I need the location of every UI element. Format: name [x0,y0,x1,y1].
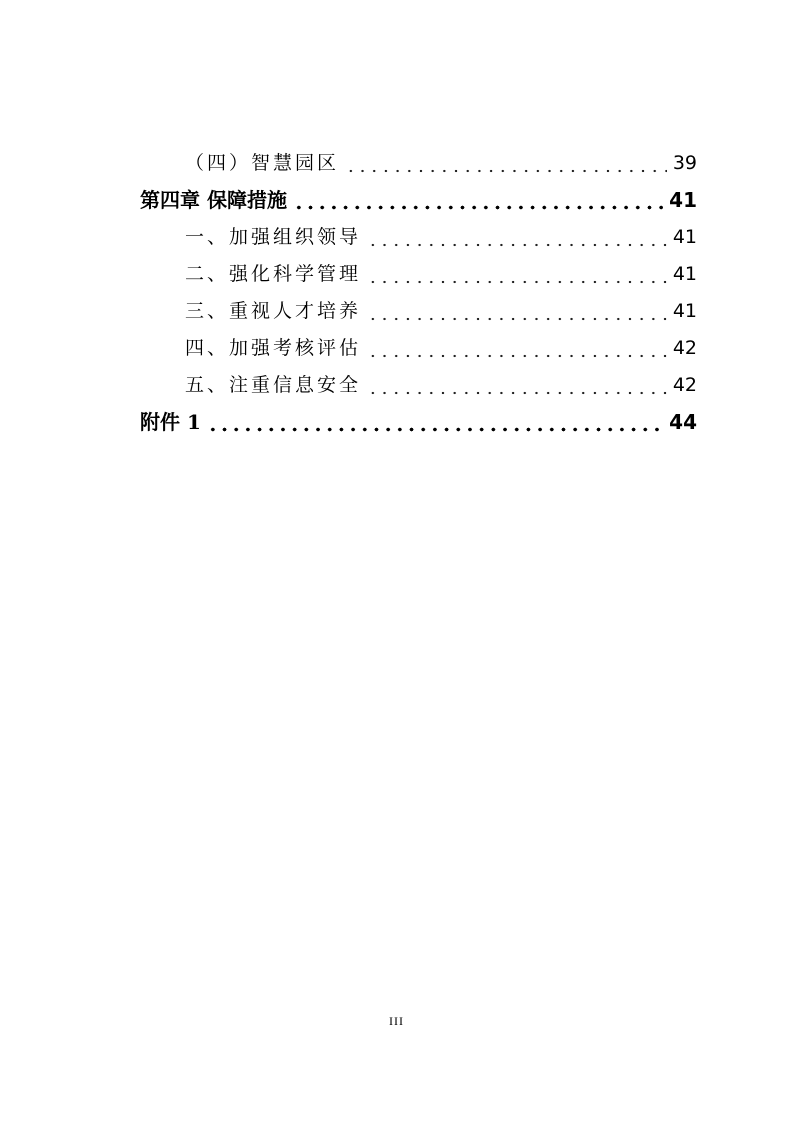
toc-entry-label: 三、重视人才培养 [185,300,362,322]
toc-dot-leader [367,354,667,358]
toc-dot-leader [367,243,667,247]
toc-entry-label: 四、加强考核评估 [185,337,362,359]
page-number: III [389,1014,404,1028]
toc-entry-page: 41 [672,300,697,322]
toc-entry-organization-leadership[interactable] [140,219,697,256]
toc-entry-label: 五、注重信息安全 [185,374,362,396]
toc-entry-page: 41 [672,226,697,248]
toc-entry-page: 41 [669,188,697,212]
toc-entry-label: 附件 1 [140,410,201,434]
toc-entry-label: （四）智慧园区 [185,152,340,174]
toc-entry-page: 42 [672,374,697,396]
toc-entry-talent-cultivation[interactable] [140,293,697,330]
toc-entry-page: 41 [672,263,697,285]
toc-dot-leader [293,205,663,210]
toc-entry-label: 一、加强组织领导 [185,226,362,248]
toc-entry-page: 42 [672,337,697,359]
toc-dot-leader [367,280,667,284]
toc-dot-leader [367,317,667,321]
toc-entry-scientific-management[interactable] [140,256,697,293]
toc-entry-appendix-1[interactable] [140,404,697,441]
toc-entry-page: 39 [672,152,697,174]
toc-entry-label: 第四章 保障措施 [140,188,287,212]
toc-dot-leader [207,427,663,432]
toc-entry-assessment-evaluation[interactable] [140,330,697,367]
toc-dot-leader [367,391,667,395]
toc-entry-label: 二、强化科学管理 [185,263,362,285]
toc-entry-page: 44 [669,410,697,434]
table-of-contents [140,145,697,441]
toc-entry-information-security[interactable] [140,367,697,404]
toc-entry-chapter-4[interactable] [140,182,697,219]
toc-entry-zhihui-yuanqu[interactable] [140,145,697,182]
toc-dot-leader [345,169,667,173]
